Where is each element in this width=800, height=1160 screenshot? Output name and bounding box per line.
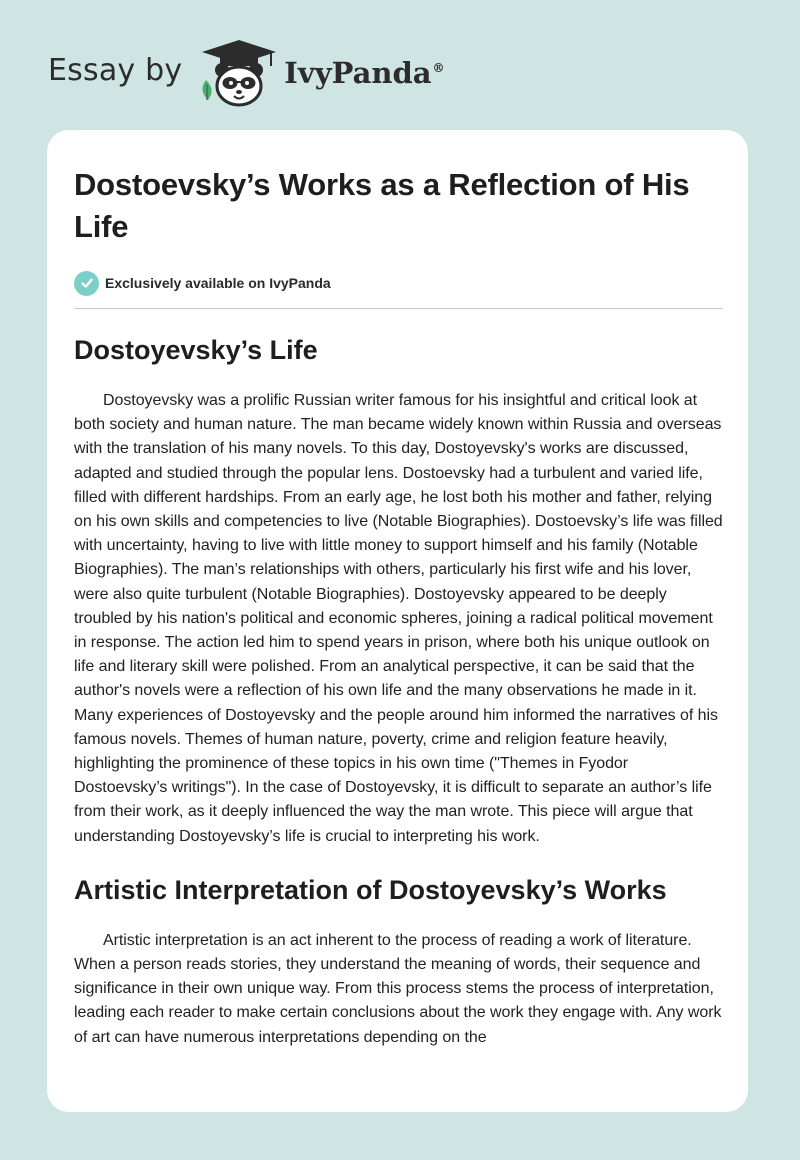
check-circle-icon <box>74 271 99 296</box>
divider <box>74 308 723 309</box>
essay-title: Dostoevsky’s Works as a Reflection of His Life <box>74 167 690 244</box>
section-body-life: Dostoyevsky was a prolific Russian writer famous for his insightful and critical look at both society and human nature. The man became widely known within Russia and overseas with the translation of his many novels. To this day, Dostoyevsky's works are discussed, adapted and studied through the popular lens. Dostoevsky had a turbulent and varied life, filled with different hardships. From an early age, he lost both his mother and father, relying on his own skills and competencies to live (Notable Biographies). Dostoevsky’s life was filled with uncertainty, having to live with little money to support himself and his family (Notable Biographies). The man’s relationships with others, particularly his first wife and his lover, were also quite turbulent (Notable Biographies). Dostoyevsky appeared to be deeply troubled by his nation's political and economic spheres, joining a radical political movement in response. The action led him to spend years in prison, where both his unique outlook on life and literary skill were polished. From an analytical perspective, it can be said that the author's novels were a reflection of his own life and the many observations he made in it. Many experiences of Dostoyevsky and the people around him informed the narratives of his famous novels. Themes of human nature, poverty, crime and religion feature heavily, highlighting the prominence of these topics in his own time ("Themes in Fyodor Dostoevsky’s writings"). In the case of Dostoyevsky, it is difficult to separate an author’s life from their work, as it deeply influenced the way the man wrote. This piece will argue that understanding Dostoyevsky’s life is crucial to interpreting his work. <box>74 392 723 845</box>
section-heading-life: Dostoyevsky’s Life <box>74 335 318 365</box>
essay-card <box>47 130 748 1112</box>
registered-mark: ® <box>432 61 445 76</box>
section-body-interpretation: Artistic interpretation is an act inherent to the process of reading a work of literature. When a person reads stories, they understand the meaning of words, their sequence and significance in their own unique way. From this process stems the process of interpretation, leading each reader to make certain conclusions about the work they engage with. Any work of art can have numerous interpretations depending on the <box>74 931 722 1046</box>
brand-prefix: Essay by <box>48 52 183 88</box>
essay-content <box>74 164 724 1050</box>
site-header-brand[interactable] <box>48 36 445 108</box>
panda-logo-icon <box>196 36 282 108</box>
exclusive-label: Exclusively available on IvyPanda <box>105 275 331 291</box>
brand-name: IvyPanda® <box>284 56 445 90</box>
section-heading-interpretation: Artistic Interpretation of Dostoyevsky’s Works <box>74 874 667 905</box>
exclusive-badge <box>74 270 724 296</box>
